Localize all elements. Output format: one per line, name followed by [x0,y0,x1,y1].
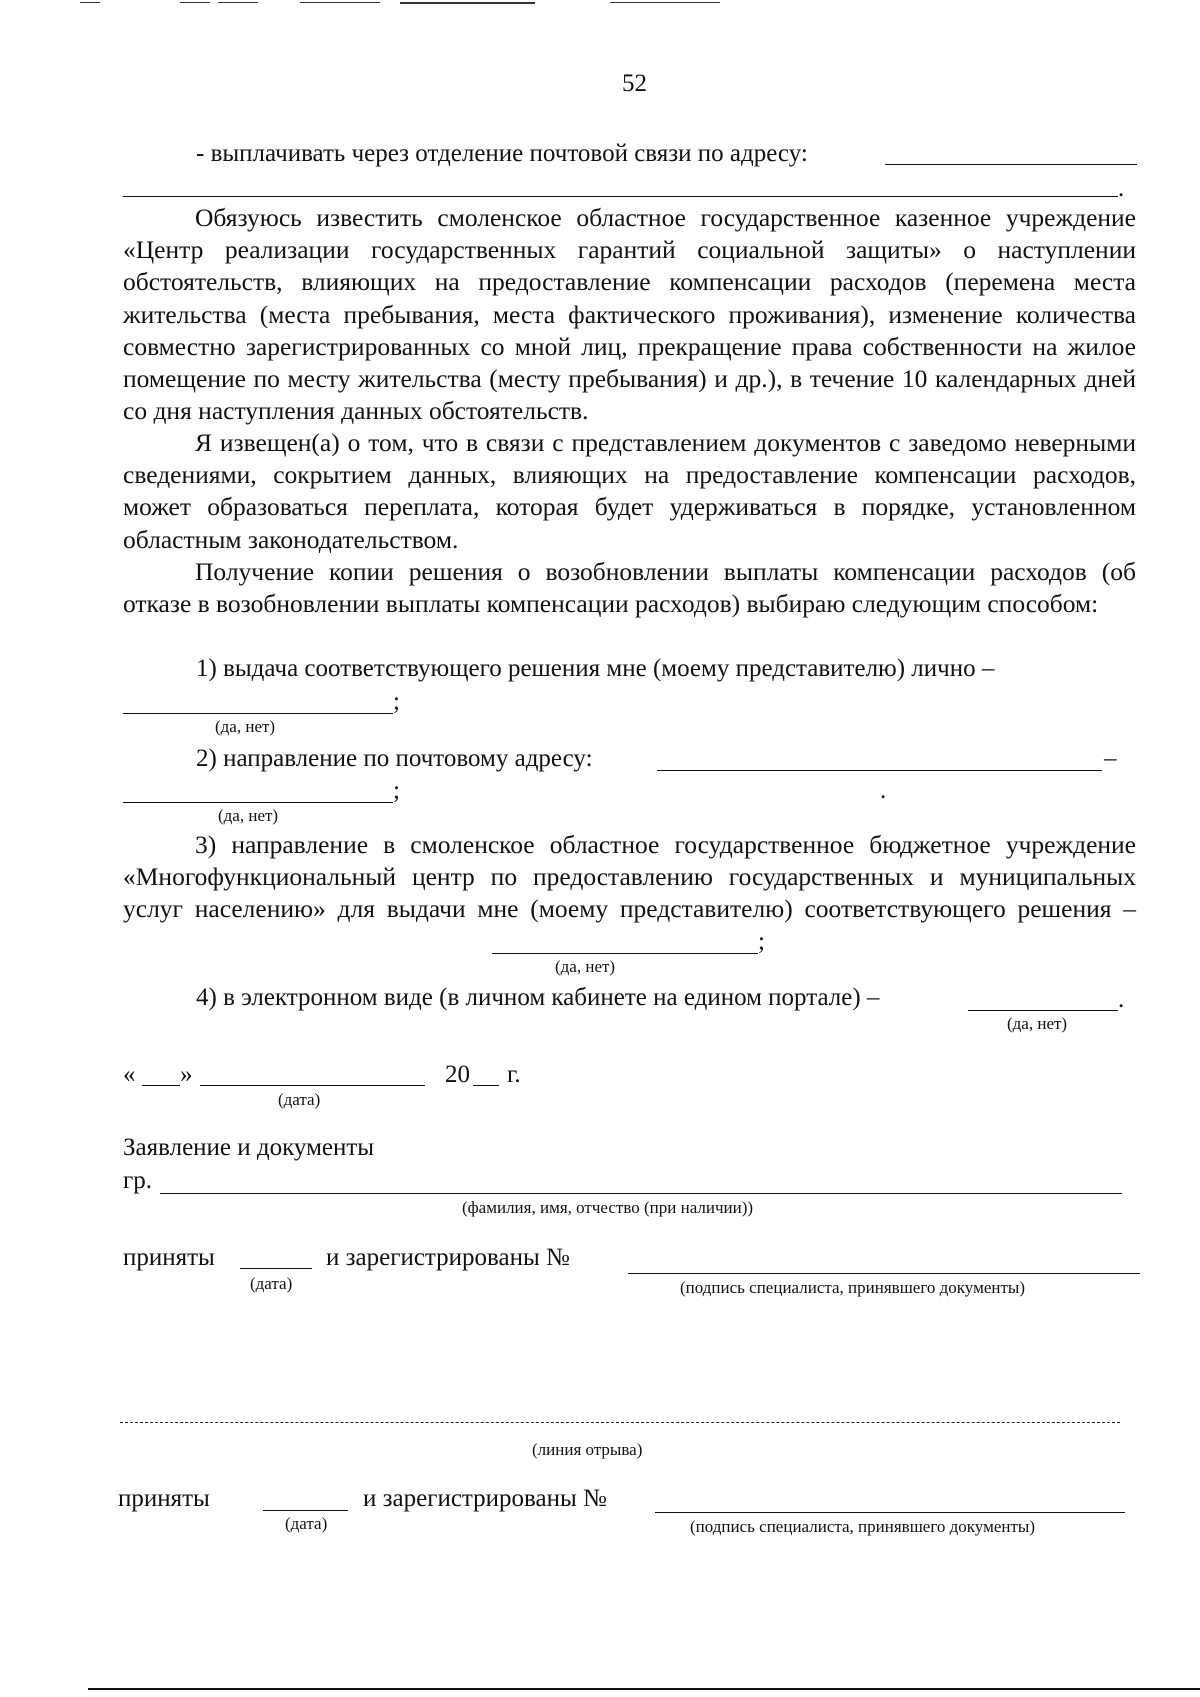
option-3-mfc [123,829,1136,958]
date-year-prefix: 20 [445,1061,470,1088]
tear-off-date-field [263,1510,348,1511]
option-1-yes-no-caption: (да, нет) [215,717,276,736]
paragraph-method-text: Получение копии решения о возобновлении выплаты компенсации расходов (об отказе в возобновлении выплаты компенсации расходов) выбираю следующим способом: [123,557,1136,619]
option-2-stray-period: . [880,777,887,804]
citizen-prefix: гр. [123,1167,153,1194]
signature-field [628,1273,1140,1274]
accepted-date-caption: (дата) [250,1274,293,1293]
option-1-in-person: 1) выдача соответствующего решения мне (моему представителю) лично – [196,655,995,682]
postal-address-instruction: - выплачивать через отделение почтовой связи по адресу: [196,140,808,167]
option-3-yes-no-caption: (да, нет) [555,957,616,976]
tear-off-registered-label: и зарегистрированы № [363,1485,607,1512]
date-close-quote: » [180,1061,193,1088]
registered-label: и зарегистрированы № [326,1244,570,1271]
tear-off-date-caption: (дата) [285,1514,328,1533]
option-1-semicolon: ; [393,688,400,715]
citizen-name-caption: (фамилия, имя, отчество (при наличии)) [462,1198,754,1217]
page-number: 52 [622,70,647,97]
option-2-yes-no-caption: (да, нет) [218,806,279,825]
date-year-suffix: г. [507,1061,521,1088]
paragraph-notification-obligation [123,202,1136,427]
tear-off-accepted-label: приняты [118,1485,210,1512]
tear-off-line [120,1422,1120,1423]
postal-address-field-continued [123,196,1118,197]
tear-off-signature-caption: (подпись специалиста, принявшего документы) [690,1517,1035,1536]
option-4-electronic: 4) в электронном виде (в личном кабинете на едином портале) – [196,984,880,1011]
citizen-name-field [160,1193,1122,1194]
option-3-semicolon: ; [758,928,765,955]
signature-caption: (подпись специалиста, принявшего документы) [680,1278,1025,1297]
option-2-semicolon: ; [393,777,400,804]
postal-address-field [885,164,1137,165]
postal-address-period: . [1118,175,1125,202]
option-2-address-field [657,770,1102,771]
paragraph-overpayment-warning [123,427,1136,556]
date-open-quote: « [123,1061,136,1088]
option-4-period: . [1118,986,1125,1013]
option-3-text: 3) направление в смоленское областное государственное бюджетное учреждение «Многофункциональный центр по предоставлению государственных и муниципальных услуг населению» для выдачи мне (моему представителю) соответствующего решения – [123,830,1136,924]
date-year-field [473,1085,499,1086]
option-2-answer-field [123,802,393,803]
option-2-dash: – [1104,745,1117,772]
bottom-edge-rule [88,1688,1200,1690]
accepted-label: приняты [123,1244,215,1271]
date-month-field [200,1085,425,1086]
option-4-yes-no-caption: (да, нет) [1007,1014,1068,1033]
option-4-answer-field [968,1010,1118,1011]
option-1-answer-field [123,713,393,714]
option-2-by-mail: 2) направление по почтовому адресу: [196,745,593,772]
date-caption: (дата) [278,1090,321,1109]
paragraph-warning-text: Я извещен(а) о том, что в связи с представлением документов с заведомо неверными сведениями, сокрытием данных, влияющих на предоставление компенсации расходов, может образоваться переплата, которая будет удерживаться в порядке, установленном областным законодательством. [123,428,1136,554]
option-3-answer-field [492,953,758,954]
date-day-field [142,1085,180,1086]
tear-off-caption: (линия отрыва) [532,1440,643,1459]
paragraph-notification-text: Обязуюсь известить смоленское областное государственное казенное учреждение «Центр реализации государственных гарантий социальной защиты» о наступлении обстоятельств, влияющих на предоставление компенсации расходов (перемена места жительства (места пребывания, места фактического проживания), изменение количества совместно зарегистрированных со мной лиц, прекращение права собственности на жилое помещение по месту жительства (месту пребывания) и др.), в течение 10 календарных дней со дня наступления данных обстоятельств. [123,203,1136,426]
accepted-date-field [240,1268,312,1269]
paragraph-delivery-method [123,556,1136,620]
receipt-heading: Заявление и документы [123,1134,375,1161]
tear-off-signature-field [655,1512,1125,1513]
